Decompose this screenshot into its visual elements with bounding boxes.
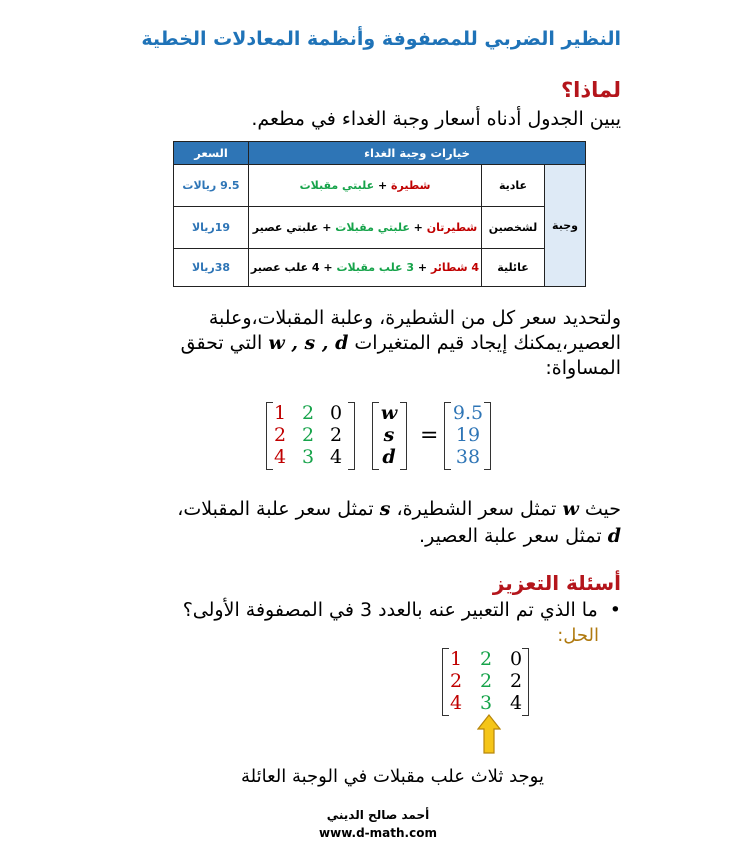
meal-label: وجبة [545,165,586,287]
vector-b-entry: 9.5 [452,402,484,424]
para2-line1: حيث w تمثل سعر الشطيرة، s تمثل سعر علبة المقبلات، [177,498,621,520]
solution-label: الحل: [557,625,599,646]
why-heading: لماذا؟ [560,78,621,102]
row-type: لشخصين [482,207,545,249]
answer-text: يوجد ثلاث علب مقبلات في الوجبة العائلة [240,766,544,787]
matrix-entry: 2 [449,670,463,692]
matrix-entry: 2 [301,424,315,446]
row-price: 38ريالا [174,249,249,287]
vector-b-entry: 38 [455,446,481,468]
matrix-entry: 2 [329,424,343,446]
equals-sign: = [420,423,439,448]
website: www.d-math.com [319,826,437,840]
matrix-entry: 2 [479,670,493,692]
para2-line2: d تمثل سعر علبة العصير. [419,525,621,547]
question-item: •ما الذي تم التعبير عنه بالعدد 3 في المصفوفة الأولى؟ [182,599,621,621]
vector-x-entry: d [382,446,396,468]
matrix-entry: 2 [273,424,287,446]
row-type: عائلية [482,249,545,287]
matrix-entry: 4 [273,446,287,468]
vector-x-entry: w [380,402,398,424]
vector-x-right-bracket [400,402,407,470]
lunch-price-table [173,141,586,287]
table-header-options: خيارات وجبة الغداء [249,142,586,165]
matrix-a-right-bracket [348,402,355,470]
matrix-entry: 2 [509,670,523,692]
row-price: 9.5 ريالات [174,165,249,207]
row-options: شطيرتان + علبتي مقبلات + علبتي عصير [249,207,482,249]
para1-line1: ولتحديد سعر كل من الشطيرة، وعلبة المقبلات،وعلبة [208,307,621,329]
matrix-entry: 0 [509,648,523,670]
author-name: أحمد صالح الديني [326,808,430,822]
vector-b-right-bracket [484,402,491,470]
reinforcement-heading: أسئلة التعزيز [492,571,621,595]
vector-b-left-bracket [444,402,451,470]
variables-wsd: w , s , d [268,332,349,354]
matrix-entry: 3 [301,446,315,468]
intro-text: يبين الجدول أدناه أسعار وجبة الغداء في مطعم. [251,108,621,130]
matrix-entry: 1 [273,402,287,424]
vector-x-left-bracket [372,402,379,470]
up-arrow-icon [477,714,501,754]
para1-line3: المساواة: [545,357,621,379]
row-options: شطيرة + علبتي مقبلات [249,165,482,207]
bullet: • [609,599,621,621]
matrix-entry: 4 [509,692,523,714]
row-type: عادية [482,165,545,207]
matrix-entry: 2 [479,648,493,670]
matrix-entry: 3 [479,692,493,714]
matrix-entry: 0 [329,402,343,424]
para1-line2: العصير،يمكنك إيجاد قيم المتغيرات w , s , d التي تحقق [180,332,621,354]
matrix-entry: 4 [449,692,463,714]
matrix-entry: 1 [449,648,463,670]
table-header-price: السعر [174,142,249,165]
page-title: النظير الضربي للمصفوفة وأنظمة المعادلات الخطية [141,28,621,50]
vector-b-entry: 19 [455,424,481,446]
matrix-entry: 4 [329,446,343,468]
row-price: 19ريالا [174,207,249,249]
matrix-entry: 2 [301,402,315,424]
vector-x-entry: s [383,424,395,446]
row-options: 4 شطائر + 3 علب مقبلات + 4 علب عصير [249,249,482,287]
